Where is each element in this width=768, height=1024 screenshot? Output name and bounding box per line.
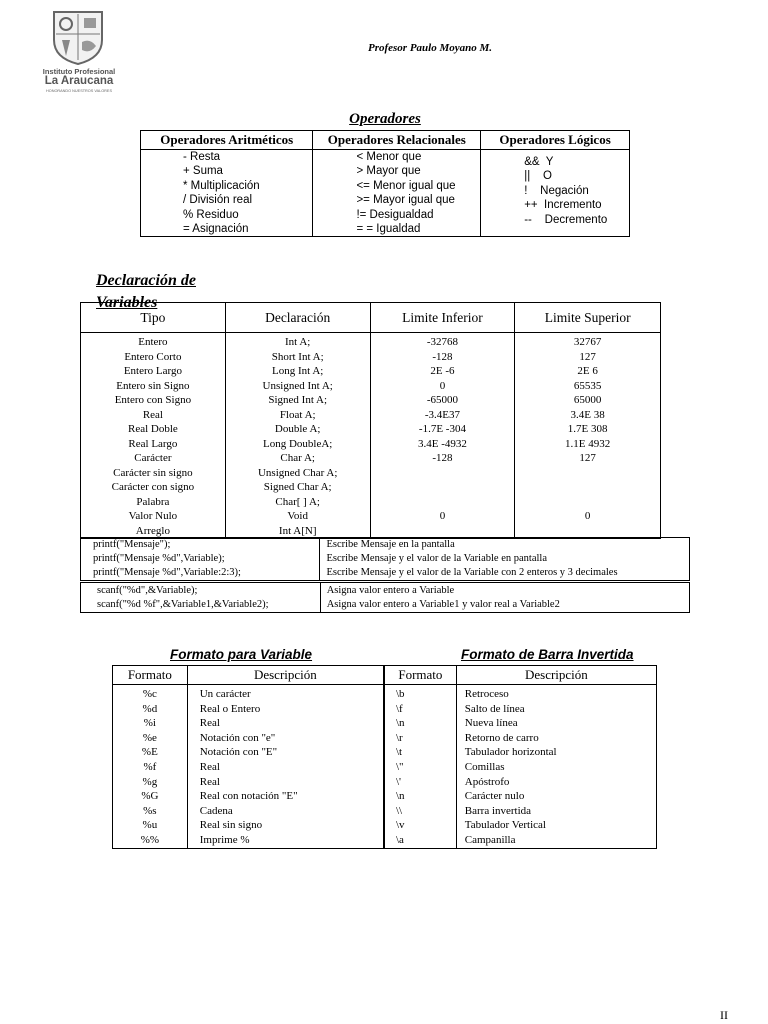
superior-cell: 3.4E 38 xyxy=(570,408,605,421)
list-item: >= Mayor igual que xyxy=(356,194,455,207)
format-code: %f xyxy=(143,760,157,773)
formato-barra-title: Formato de Barra Invertida xyxy=(461,647,634,662)
col-inferior: Limite Inferior xyxy=(370,303,515,333)
decl-cell: Signed Int A; xyxy=(268,394,328,406)
superior-cell: 2E 6 xyxy=(577,365,598,377)
list-item: != Desigualdad xyxy=(356,208,434,221)
list-item: + Suma xyxy=(183,165,223,178)
tipo-cell: Carácter con signo xyxy=(111,481,195,493)
escape-desc: Tabulador Vertical xyxy=(464,819,546,832)
list-item: <= Menor igual que xyxy=(356,179,456,192)
inferior-cell xyxy=(371,480,515,495)
decl-cell: Signed Char A; xyxy=(263,481,332,493)
list-item: -- Decremento xyxy=(524,213,608,226)
format-code: %u xyxy=(142,819,158,832)
escape-desc: Campanilla xyxy=(464,833,516,846)
escape-code: \n xyxy=(396,717,405,730)
tipo-column xyxy=(81,333,226,539)
col-declaracion: Declaración xyxy=(225,303,370,333)
header-relacionales: Operadores Relacionales xyxy=(313,131,481,150)
inferior-cell xyxy=(371,466,515,481)
formato-barra-table xyxy=(384,665,657,849)
tipo-cell: Carácter sin signo xyxy=(113,466,193,479)
code-line: scanf("%d",&Variable); xyxy=(97,585,198,596)
inferior-cell xyxy=(371,524,515,539)
list-item: % Residuo xyxy=(183,208,239,221)
escape-desc: Tabulador horizontal xyxy=(464,746,557,759)
inferior-cell xyxy=(371,495,515,510)
superior-cell xyxy=(515,524,660,539)
superior-cell: 1.1E 4932 xyxy=(565,437,611,450)
code-line: printf("Mensaje"); xyxy=(93,539,171,550)
logo-line3: HONORANDO NUESTROS VALORES xyxy=(46,89,112,93)
inferior-cell: 2E -6 xyxy=(430,365,455,377)
scanf-code-cell xyxy=(81,583,321,613)
escape-code: \v xyxy=(396,819,405,832)
institution-logo xyxy=(38,8,120,92)
escape-code: \t xyxy=(396,746,403,759)
format-desc: Real sin signo xyxy=(199,819,263,832)
escape-desc: Salto de línea xyxy=(464,702,525,715)
code-line: scanf("%d %f",&Variable1,&Variable2); xyxy=(97,599,269,610)
decl-cell: Unsigned Int A; xyxy=(262,379,333,392)
col-tipo: Tipo xyxy=(81,303,226,333)
superior-cell: 65000 xyxy=(573,394,602,406)
format-code: %% xyxy=(140,833,160,846)
format-desc: Notación con "E" xyxy=(199,746,278,759)
superior-cell: 1.7E 308 xyxy=(567,423,608,435)
desc-line: Escribe Mensaje y el valor de la Variable con 2 enteros y 3 decimales xyxy=(326,567,618,578)
operadores-title: Operadores xyxy=(349,111,421,127)
fv-col-descripcion: Descripción xyxy=(187,666,383,685)
desc-line: Asigna valor entero a Variable1 y valor real a Variable2 xyxy=(326,599,560,610)
escape-desc: Carácter nulo xyxy=(464,790,525,803)
decl-cell: Unsigned Char A; xyxy=(257,466,338,479)
superior-cell: 65535 xyxy=(573,379,602,392)
list-item: ++ Incremento xyxy=(524,199,602,212)
tipo-cell: Real Largo xyxy=(128,437,178,450)
format-code: %s xyxy=(143,804,157,817)
inferior-cell: -1.7E -304 xyxy=(418,423,466,435)
format-desc: Real xyxy=(199,760,220,773)
format-code: %G xyxy=(141,790,159,803)
inferior-cell: 3.4E -4932 xyxy=(417,437,467,450)
escape-code: \b xyxy=(396,688,405,700)
variables-table xyxy=(80,302,661,539)
printf-table xyxy=(80,537,690,581)
formato-variable-table xyxy=(112,665,384,849)
list-item: ! Negación xyxy=(524,184,589,197)
superior-cell xyxy=(515,480,660,495)
declaracion-title: Declaración de Variables xyxy=(96,272,196,311)
tipo-cell: Entero con Signo xyxy=(114,394,192,406)
tipo-cell: Entero Largo xyxy=(123,365,182,377)
format-code: %g xyxy=(142,775,158,788)
inferior-cell: -3.4E37 xyxy=(424,408,460,421)
format-desc: Imprime % xyxy=(199,833,250,846)
inferior-cell: -128 xyxy=(432,452,453,464)
format-code: %c xyxy=(142,688,157,700)
tipo-cell: Real xyxy=(142,408,163,421)
scanf-table xyxy=(80,582,690,613)
escape-code: \' xyxy=(396,775,402,788)
operadores-table xyxy=(140,130,630,237)
format-code: %i xyxy=(143,717,156,730)
format-code: %e xyxy=(142,731,157,744)
escape-desc: Retroceso xyxy=(464,688,509,700)
list-item: * Multiplicación xyxy=(183,179,260,192)
inferior-cell: -65000 xyxy=(426,394,459,406)
inferior-cell: -32768 xyxy=(426,336,459,348)
decl-cell: Long Int A; xyxy=(272,365,324,377)
decl-cell: Void xyxy=(287,510,308,522)
inferior-cell: 0 xyxy=(439,510,446,522)
relacionales-cell xyxy=(313,150,481,237)
decl-cell: Char[ ] A; xyxy=(275,495,320,508)
superior-cell xyxy=(515,466,660,481)
col-superior: Limite Superior xyxy=(515,303,661,333)
decl-cell: Int A; xyxy=(285,336,311,348)
code-line: printf("Mensaje %d",Variable:2:3); xyxy=(93,567,241,578)
tipo-cell: Entero sin Signo xyxy=(116,379,190,392)
escape-code: \n xyxy=(396,790,405,803)
fv-descripcion-column xyxy=(187,685,383,849)
inferior-cell: 0 xyxy=(439,379,446,392)
printf-desc-cell xyxy=(320,538,690,581)
decl-cell: Long DoubleA; xyxy=(263,437,333,450)
format-desc: Cadena xyxy=(199,804,233,817)
fv-formato-column xyxy=(113,685,188,849)
superior-column xyxy=(515,333,661,539)
author-name: Profesor Paulo Moyano M. xyxy=(367,42,493,54)
inferior-column xyxy=(370,333,515,539)
list-item: = Asignación xyxy=(183,223,249,236)
escape-code: \a xyxy=(396,833,404,846)
fv-col-formato: Formato xyxy=(113,666,188,685)
escape-code: \r xyxy=(396,731,403,744)
tipo-cell: Palabra xyxy=(136,495,170,508)
format-desc: Real o Entero xyxy=(199,702,261,715)
logo-line1: Instituto Profesional xyxy=(42,67,116,76)
logo-line2: La Araucana xyxy=(44,75,114,87)
decl-cell: Int A[N] xyxy=(278,524,317,537)
tipo-cell: Real Doble xyxy=(128,423,178,435)
aritmeticos-cell xyxy=(141,150,313,237)
superior-cell xyxy=(515,495,660,510)
list-item: = = Igualdad xyxy=(356,223,421,236)
fb-col-formato: Formato xyxy=(385,666,457,685)
superior-cell: 127 xyxy=(579,350,596,363)
decl-cell: Short Int A; xyxy=(271,350,324,363)
format-code: %d xyxy=(142,702,158,715)
list-item: / División real xyxy=(183,194,253,207)
code-line: printf("Mensaje %d",Variable); xyxy=(93,553,225,564)
format-desc: Un carácter xyxy=(199,688,251,700)
escape-code: \" xyxy=(396,760,404,773)
format-desc: Real con notación "E" xyxy=(199,790,298,803)
inferior-cell: -128 xyxy=(432,350,453,363)
printf-code-cell xyxy=(81,538,320,581)
page-number: II xyxy=(720,1008,728,1022)
format-desc: Real xyxy=(199,717,220,730)
list-item: > Mayor que xyxy=(356,165,421,178)
format-desc: Notación con "e" xyxy=(199,731,276,744)
decl-cell: Float A; xyxy=(279,408,316,421)
formato-variable-title: Formato para Variable xyxy=(170,647,313,662)
tipo-cell: Entero xyxy=(138,336,168,348)
list-item: && Y xyxy=(524,156,554,168)
superior-cell: 0 xyxy=(584,510,591,522)
tipo-cell: Arreglo xyxy=(135,524,170,537)
decl-cell: Double A; xyxy=(274,423,321,435)
desc-line: Escribe Mensaje en la pantalla xyxy=(326,539,455,550)
escape-desc: Comillas xyxy=(464,760,505,773)
tipo-cell: Entero Corto xyxy=(124,350,182,363)
header-logicos: Operadores Lógicos xyxy=(481,131,630,150)
declaracion-column xyxy=(225,333,370,539)
list-item: - Resta xyxy=(183,151,221,163)
escape-code: \f xyxy=(396,702,403,715)
fb-col-descripcion: Descripción xyxy=(456,666,656,685)
escape-desc: Nueva línea xyxy=(464,717,518,730)
scanf-desc-cell xyxy=(320,583,689,613)
escape-desc: Retorno de carro xyxy=(464,731,539,744)
tipo-cell: Carácter xyxy=(134,452,172,464)
escape-desc: Apóstrofo xyxy=(464,775,510,788)
desc-line: Escribe Mensaje y el valor de la Variable en pantalla xyxy=(326,553,547,564)
fb-descripcion-column xyxy=(456,685,656,849)
tipo-cell: Valor Nulo xyxy=(128,510,178,522)
crest-icon xyxy=(52,10,104,66)
fb-formato-column xyxy=(385,685,457,849)
list-item: || O xyxy=(524,170,552,183)
format-desc: Real xyxy=(199,775,220,788)
desc-line: Asigna valor entero a Variable xyxy=(326,585,455,596)
escape-desc: Barra invertida xyxy=(464,804,532,817)
format-code: %E xyxy=(141,746,158,759)
superior-cell: 127 xyxy=(579,452,596,464)
escape-code: \\ xyxy=(396,804,403,817)
decl-cell: Char A; xyxy=(280,452,315,464)
header-aritmeticos: Operadores Aritméticos xyxy=(141,131,313,150)
logicos-cell xyxy=(481,150,630,237)
superior-cell: 32767 xyxy=(573,336,602,348)
list-item: < Menor que xyxy=(356,151,422,163)
